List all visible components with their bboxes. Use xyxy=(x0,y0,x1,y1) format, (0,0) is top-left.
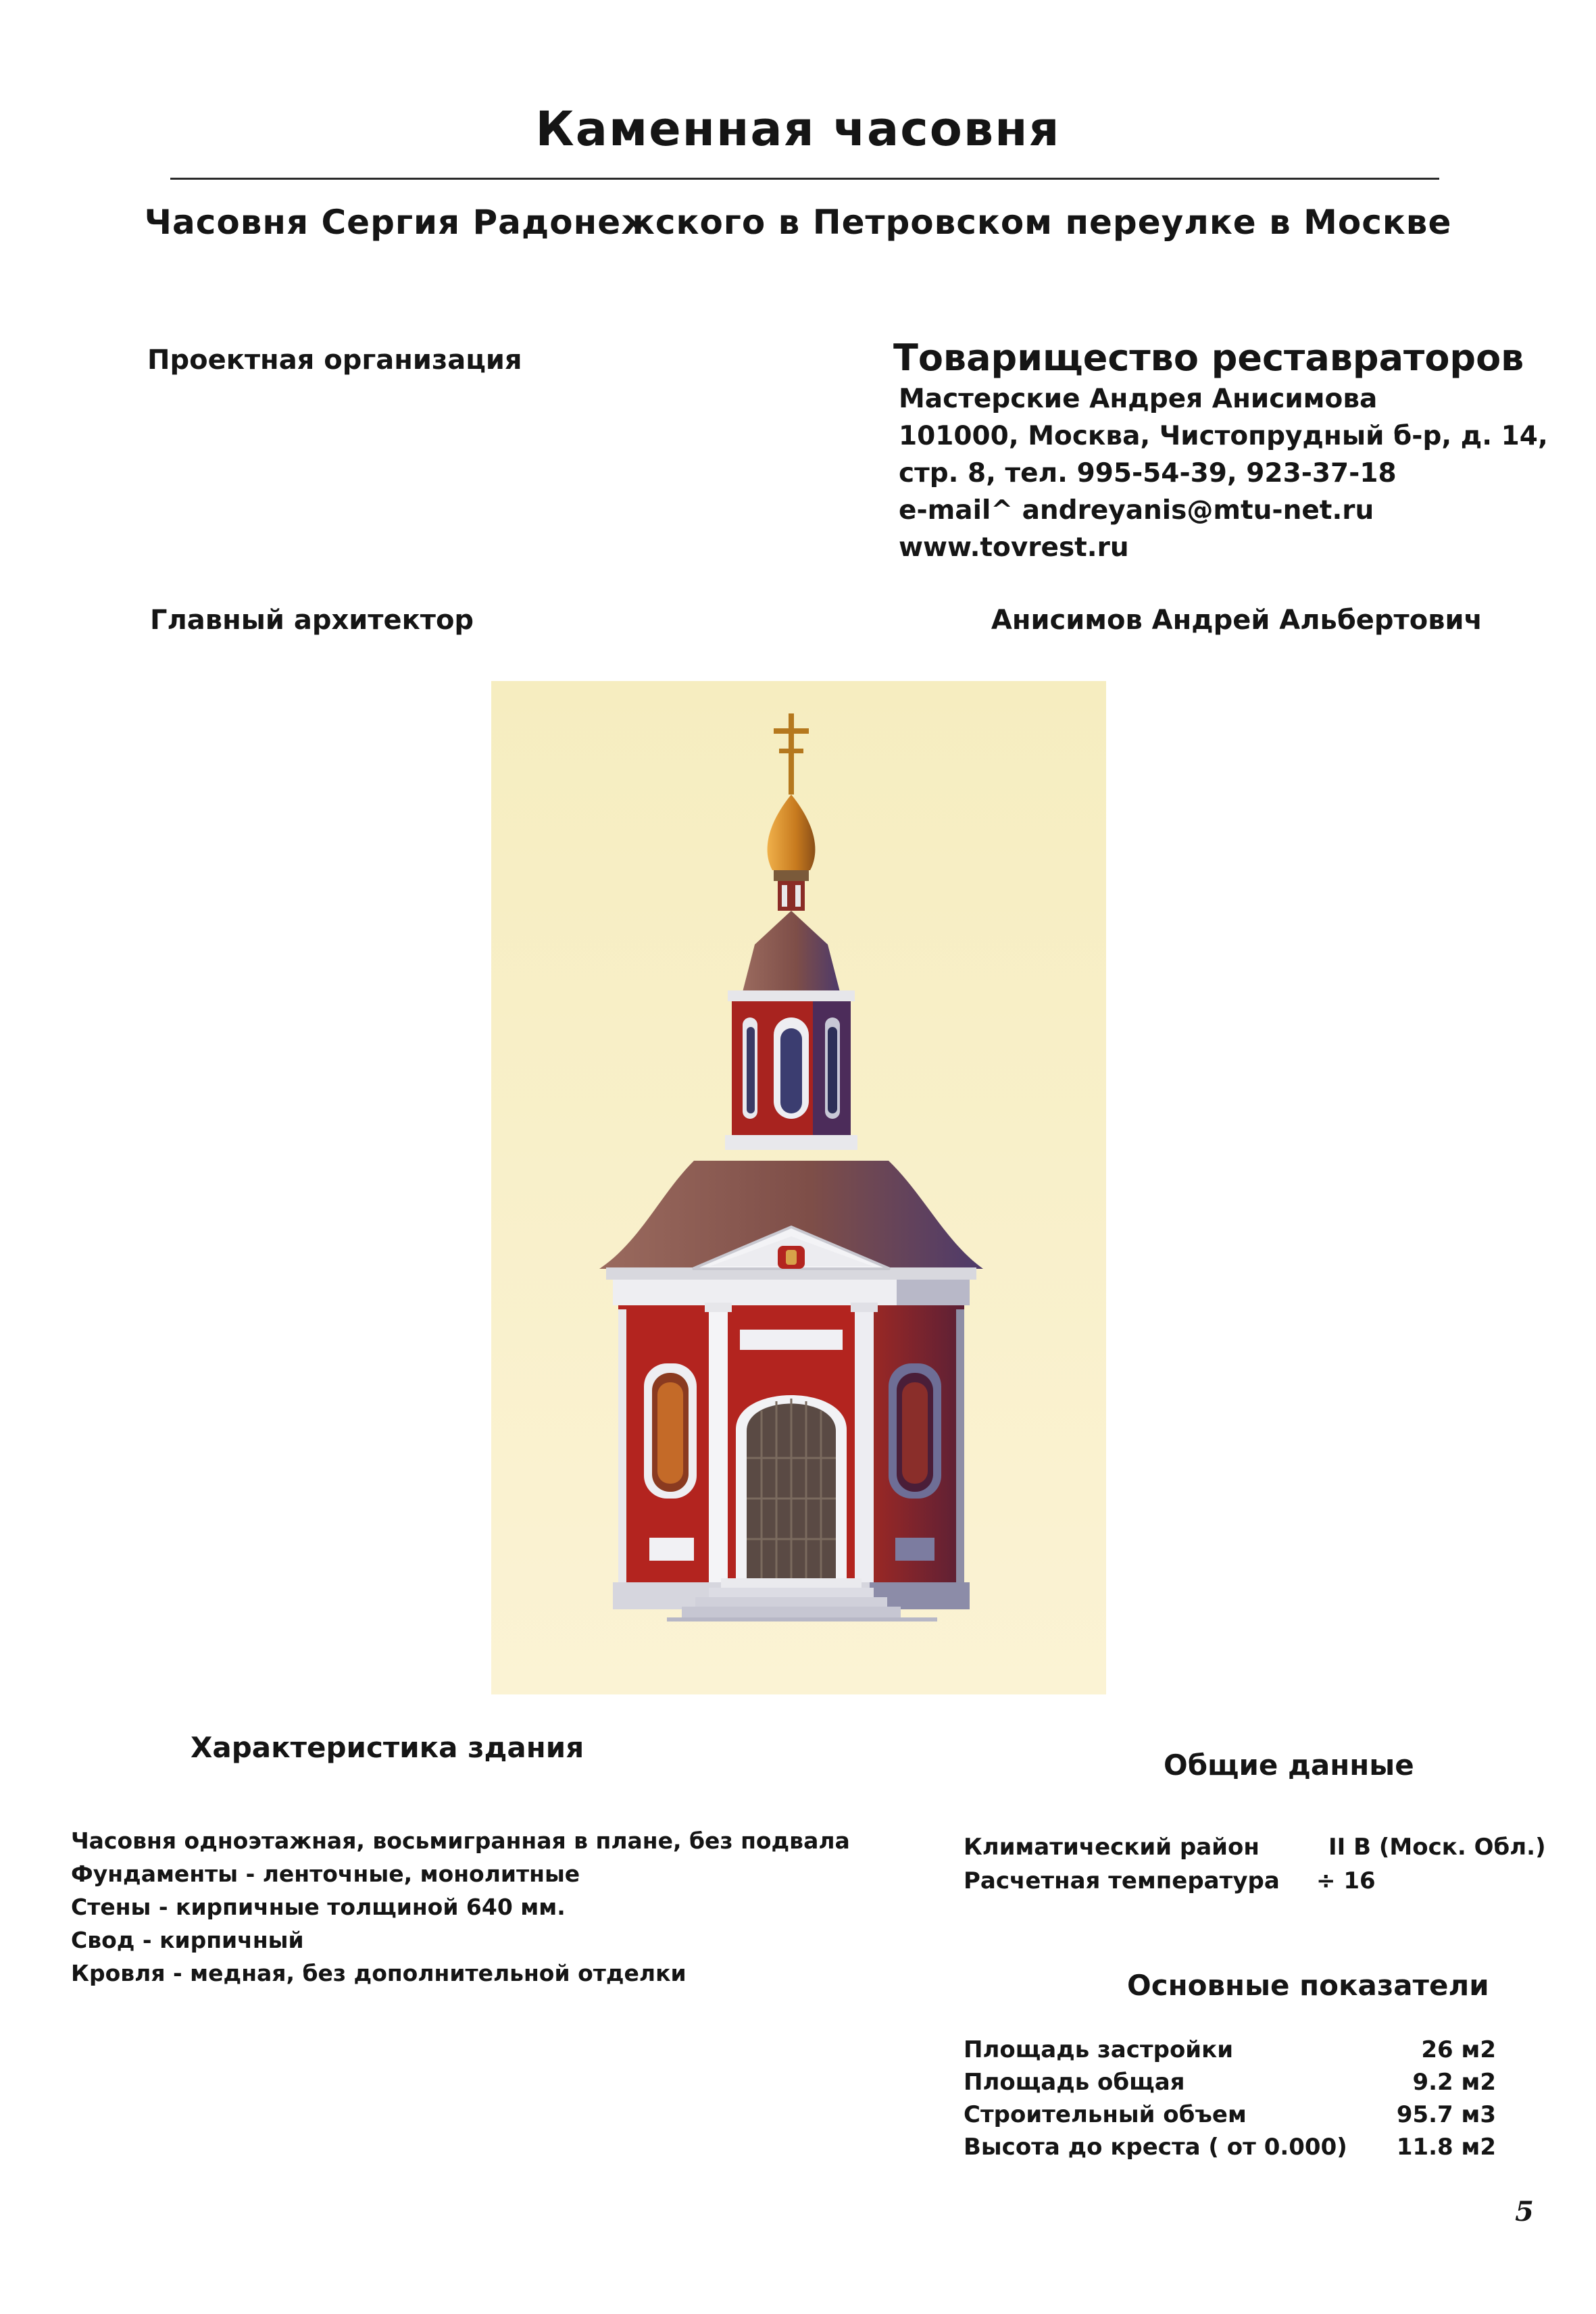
indicator-label: Высота до креста ( от 0.000) xyxy=(964,2134,1347,2161)
indicator-value: 26 м2 xyxy=(1421,2036,1496,2063)
architect-name: Анисимов Андрей Альбертович xyxy=(991,605,1482,636)
org-line: 101000, Москва, Чистопрудный б-р, д. 14, xyxy=(899,421,1548,451)
title-divider xyxy=(170,178,1439,180)
general-row-value: II В (Моск. Обл.) xyxy=(1328,1834,1546,1861)
list-item: Фундаменты - ленточные, монолитные xyxy=(71,1861,580,1887)
org-details xyxy=(899,380,1548,566)
indicator-label: Строительный объем xyxy=(964,2101,1247,2128)
org-name: Товарищество реставраторов xyxy=(893,336,1524,379)
org-label: Проектная организация xyxy=(147,345,522,376)
page-number: 5 xyxy=(1515,2196,1534,2228)
indicator-value: 11.8 м2 xyxy=(1396,2134,1496,2161)
indicator-value: 9.2 м2 xyxy=(1412,2069,1496,2096)
org-line: www.tovrest.ru xyxy=(899,532,1129,563)
indicator-value: 95.7 м3 xyxy=(1396,2101,1496,2128)
characteristics-list xyxy=(71,1824,850,1990)
general-row-label: Расчетная температура xyxy=(964,1867,1280,1894)
page-title: Каменная часовня xyxy=(535,101,1061,157)
list-item: Стены - кирпичные толщиной 640 мм. xyxy=(71,1894,566,1920)
architect-label: Главный архитектор xyxy=(150,605,474,636)
org-line: e-mail^ andreyanis@mtu-net.ru xyxy=(899,495,1374,526)
indicators-heading: Основные показатели xyxy=(1127,1969,1489,2002)
org-line: Мастерские Андрея Анисимова xyxy=(899,384,1378,414)
indicator-label: Площадь общая xyxy=(964,2069,1185,2096)
indicator-label: Площадь застройки xyxy=(964,2036,1234,2063)
chapel-elevation-drawing xyxy=(491,681,1106,1694)
general-heading: Общие данные xyxy=(1164,1749,1414,1782)
general-row-value: ÷ 16 xyxy=(1316,1867,1376,1894)
general-row-label: Климатический район xyxy=(964,1834,1260,1861)
org-line: стр. 8, тел. 995-54-39, 923-37-18 xyxy=(899,458,1397,488)
list-item: Кровля - медная, без дополнительной отделки xyxy=(71,1960,687,1986)
list-item: Свод - кирпичный xyxy=(71,1927,304,1953)
characteristics-heading: Характеристика здания xyxy=(191,1731,584,1764)
page-subtitle: Часовня Сергия Радонежского в Петровском переулке в Москве xyxy=(144,203,1452,242)
list-item: Часовня одноэтажная, восьмигранная в плане, без подвала xyxy=(71,1828,850,1854)
